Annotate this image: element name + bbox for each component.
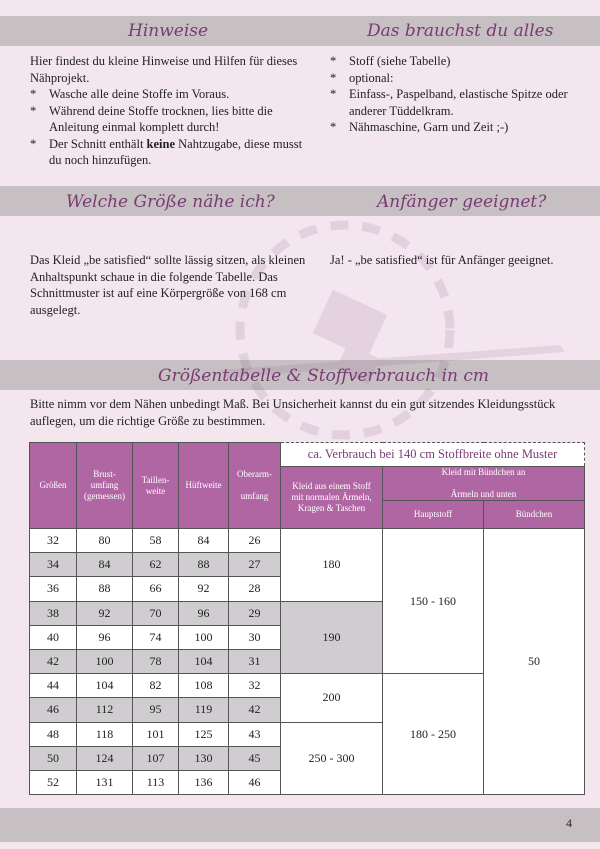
table-row: 34 84 62 88 27 — [30, 553, 585, 577]
kleid1-cell: 190 — [281, 601, 383, 674]
brauchst-title: Das brauchst du alles — [367, 21, 554, 41]
col-huefte: Hüftweite — [179, 443, 229, 529]
col-buendchen: Bündchen — [484, 501, 585, 529]
table-row: 40 96 74 100 30 — [30, 625, 585, 649]
table-row: 32 80 58 84 26 180 150 - 160 50 — [30, 529, 585, 553]
kleid1-cell: 180 — [281, 529, 383, 602]
buendchen-cell: 50 — [484, 529, 585, 795]
list-item: * Während deine Stoffe trocknen, lies bitte die Anleitung einmal komplett durch! — [30, 103, 273, 134]
page-number: 4 — [566, 816, 572, 830]
footer-band — [0, 808, 600, 842]
col-kleid1: Kleid aus einem Stoff mit normalen Ärmeln, Kragen & Taschen — [281, 467, 383, 529]
kleid1-cell: 250 - 300 — [281, 722, 383, 795]
table-row: 42 100 78 104 31 — [30, 649, 585, 673]
table-row: 46 112 95 119 42 — [30, 698, 585, 722]
anfaenger-title: Anfänger geeignet? — [377, 192, 547, 212]
tabelle-title: Größentabelle & Stoffverbrauch in cm — [158, 366, 490, 386]
table-row: 36 88 66 92 28 — [30, 577, 585, 601]
hinweise-section — [30, 53, 315, 169]
kleid1-cell: 200 — [281, 674, 383, 722]
hauptstoff-cell: 180 - 250 — [383, 674, 484, 795]
table-row: 38 92 70 96 29 190 — [30, 601, 585, 625]
col-hauptstoff: Hauptstoff — [383, 501, 484, 529]
col-brust: Brust- umfang (gemessen) — [77, 443, 133, 529]
col-kleid2: Kleid mit Bündchen an Ärmeln und unten — [383, 467, 585, 501]
col-groessen: Größen — [30, 443, 77, 529]
list-item: * Stoff (siehe Tabelle) — [330, 54, 451, 68]
list-item: * Nähmaschine, Garn und Zeit ;-) — [330, 120, 509, 134]
hinweise-intro: Hier findest du kleine Hinweise und Hilfen für dieses Nähprojekt. — [30, 54, 298, 85]
list-item: * Wasche alle deine Stoffe im Voraus. — [30, 87, 230, 101]
table-row: 50 124 107 130 45 — [30, 746, 585, 770]
table-row: 48 118 101 125 43 250 - 300 — [30, 722, 585, 746]
col-taille: Taillen- weite — [133, 443, 179, 529]
col-oberarm: Oberarm- umfang — [229, 443, 281, 529]
table-row: 52 131 113 136 46 — [30, 770, 585, 794]
list-item: * Der Schnitt enthält keine Nahtzugabe, diese musst du noch hinzufügen. — [30, 136, 303, 167]
anfaenger-text: Ja! - „be satisfied“ ist für Anfänger geeignet. — [330, 253, 554, 267]
list-item: * optional: — [330, 70, 394, 85]
hauptstoff-cell: 150 - 160 — [383, 529, 484, 674]
table-row: 44 104 82 108 32 200 180 - 250 — [30, 674, 585, 698]
size-table — [29, 442, 585, 795]
groesse-title: Welche Größe nähe ich? — [66, 192, 275, 212]
list-item: * Einfass-, Paspelband, elastische Spitze oder anderer Tüddelkram. — [330, 87, 568, 118]
brauchst-list — [330, 53, 580, 136]
hinweise-title: Hinweise — [128, 21, 209, 41]
verbrauch-header: ca. Verbrauch bei 140 cm Stoffbreite ohne Muster — [281, 443, 585, 467]
tabelle-intro: Bitte nimm vor dem Nähen unbedingt Maß. Bei Unsicherheit kannst du ein gut sitzendes Kleidungsstück auflegen, um die richtige Größe zu bestimmen. — [30, 397, 556, 428]
groesse-text: Das Kleid „be satisfied“ sollte lässig sitzen, als kleinen Anhaltspunkt schaue in die folgende Tabelle. Das Schnittmuster ist auf eine Körpergröße von 168 cm ausgelegt. — [30, 253, 306, 317]
